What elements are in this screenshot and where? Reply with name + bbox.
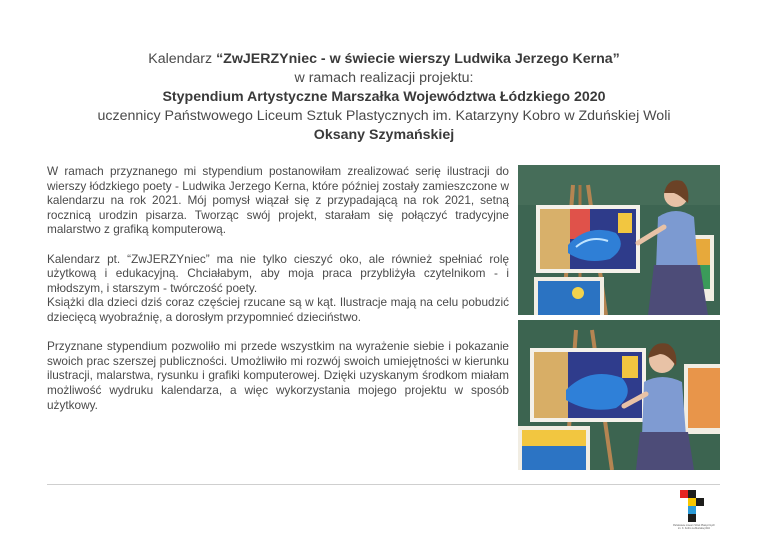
footer-divider bbox=[47, 484, 720, 485]
paragraph-2: Kalendarz pt. “ZwJERZYniec” ma nie tylko cieszyć oko, ale również spełniać rolę użytkową i edukacyjną. Chciałabym, aby moja praca przybliżyła czytelnikom - i młodszym, i starszym - twórczość poety. bbox=[47, 251, 509, 295]
school-logo bbox=[672, 488, 716, 540]
logo-caption: Państwowe Liceum Sztuk Plastycznych im. K. Kobro w Zduńskiej Woli bbox=[673, 524, 715, 530]
photo-artist-painting-top bbox=[518, 165, 720, 315]
title-bold: “ZwJERZYniec - w świecie wierszy Ludwika Jerzego Kerna” bbox=[216, 51, 620, 67]
paragraph-3: Książki dla dzieci dziś coraz częściej rzucane są w kąt. Ilustracje mają na celu pobudzić dziecięcą wyobraźnię, a dorosłym przypomnieć dzieciństwo. bbox=[47, 295, 509, 324]
description-text bbox=[47, 164, 509, 427]
school-line: uczennicy Państwowego Liceum Sztuk Plastycznych im. Katarzyny Kobro w Zduńskiej Woli bbox=[97, 108, 671, 124]
document-header bbox=[0, 50, 768, 145]
calendar-title bbox=[0, 50, 768, 69]
plsp-logo-icon bbox=[672, 488, 716, 524]
scholarship-name: Stypendium Artystyczne Marszałka Województwa Łódzkiego 2020 bbox=[162, 89, 606, 105]
author-name: Oksany Szymańskiej bbox=[313, 127, 455, 143]
paragraph-1: W ramach przyznanego mi stypendium postanowiłam zrealizować serię ilustracji do wierszy łódzkiego poety - Ludwika Jerzego Kerna, które później zostały zamieszczone w kalendarzu na rok 2021. Mój pomysł wiązał się z przypadającą na rok 2021, setną rocznicą urodzin pisarza. Tworząc swój projekt, starałam się połączyć tradycyjne malarstwo z grafiką komputerową. bbox=[47, 164, 509, 237]
photo-artist-painting-bottom bbox=[518, 320, 720, 470]
project-intro: w ramach realizacji projektu: bbox=[294, 70, 474, 86]
paragraph-4: Przyznane stypendium pozwoliło mi przede wszystkim na wyrażenie siebie i pokazanie swoich prac szerszej publiczności. Umożliwiło mi rozwój swoich umiejętności w kierunku ilustracji, malarstwa, rysunku i grafiki komputerowej. Dzięki uzyskanym środkom miałam możliwość wydruku kalendarza, a więc wykorzystania mojego projektu w sposób użytkowy. bbox=[47, 339, 509, 412]
title-prefix: Kalendarz bbox=[148, 51, 217, 67]
